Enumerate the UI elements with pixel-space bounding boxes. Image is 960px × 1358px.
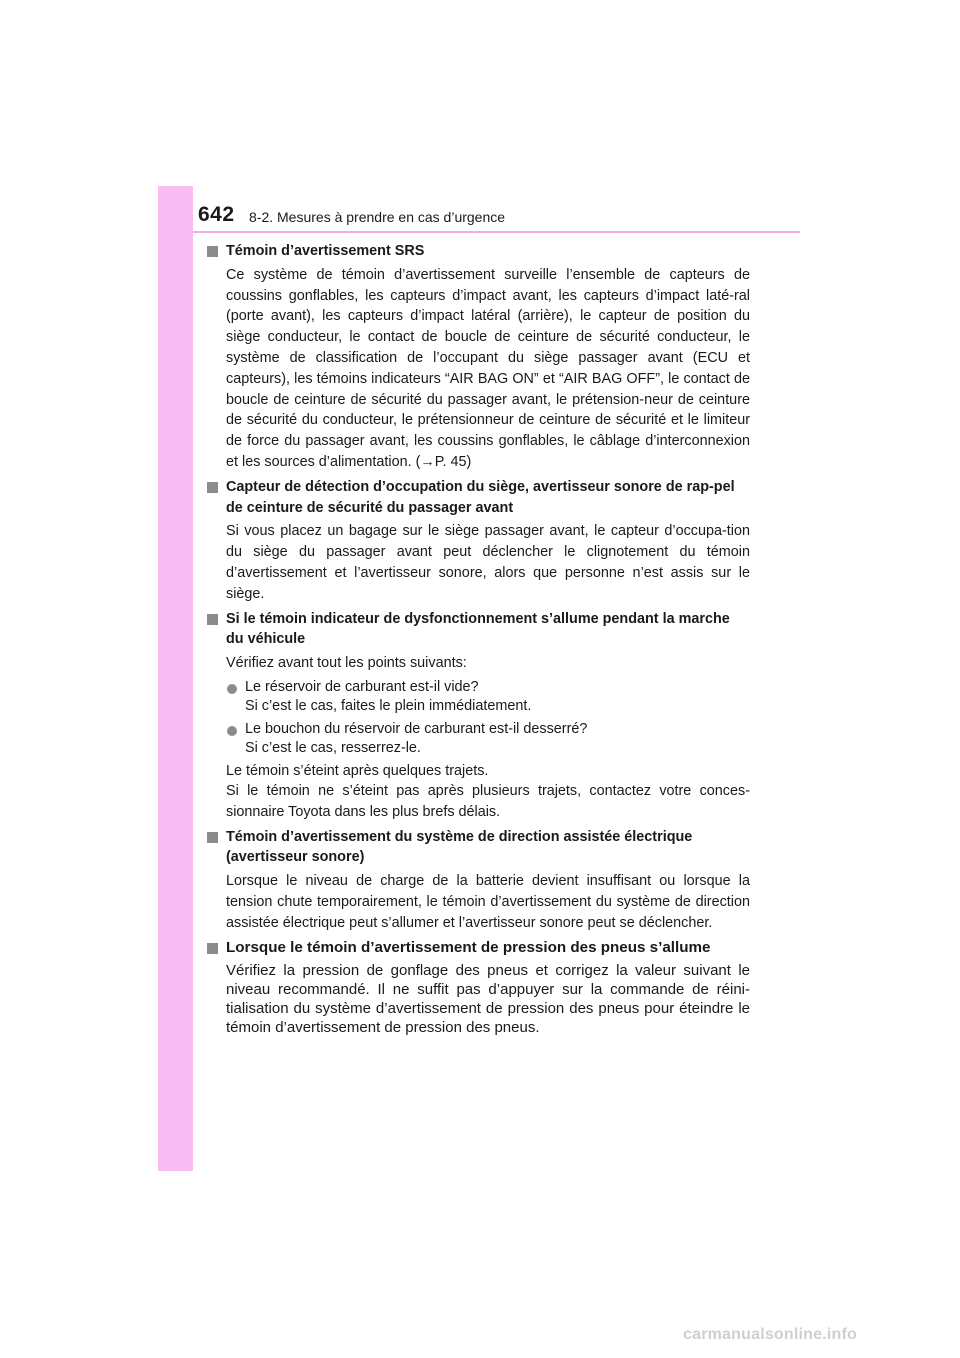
square-bullet-icon xyxy=(207,482,218,493)
section-heading: Si le témoin indicateur de dysfonctionnement s’allume pendant la marche du véhicule xyxy=(207,609,750,651)
section-heading: Lorsque le témoin d’avertissement de pression des pneus s’allume xyxy=(207,938,750,959)
section-tire-pressure xyxy=(207,938,750,1038)
round-bullet-icon xyxy=(227,726,237,736)
section-heading: Témoin d’avertissement du système de direction assistée électrique (avertisseur sonore) xyxy=(207,827,750,869)
list-item: Le bouchon du réservoir de carburant est-il desserré? Si c’est le cas, resserrez-le. xyxy=(207,720,750,758)
section-body: Vérifiez avant tout les points suivants: xyxy=(226,655,467,672)
section-heading: Témoin d’avertissement SRS xyxy=(207,241,750,262)
section-body: Vérifiez la pression de gonflage des pneus et corrigez la valeur suivant le niveau recommandé. Il ne suffit pas d’appuyer sur la commande de réini-tialisation du système d’avertissement de pression des pneus pour éteindre le témoin d’avertissement de pression des pneus. xyxy=(226,962,750,1037)
header-rule xyxy=(193,231,800,233)
square-bullet-icon xyxy=(207,246,218,257)
footer-watermark: carmanualsonline.info xyxy=(683,1326,858,1343)
section-occupant-sensor xyxy=(207,477,750,605)
list-item: Le réservoir de carburant est-il vide? Si c’est le cas, faites le plein immédiatement. xyxy=(207,678,750,716)
section-body: Lorsque le niveau de charge de la batterie devient insuffisant ou lorsque la tension chute temporairement, le témoin d’avertissement du système de direction assistée électrique peut s’allumer et l’avertisseur sonore peut se déclencher. xyxy=(226,873,750,931)
section-body: Si vous placez un bagage sur le siège passager avant, le capteur d’occupa-tion du siège du passager avant peut déclencher le clignotement du témoin d’avertissement et l’avertisseur sonore, alors que personne n’est assis sur le siège. xyxy=(226,523,750,602)
round-bullet-icon xyxy=(227,684,237,694)
page-number: 642 xyxy=(198,203,235,226)
square-bullet-icon xyxy=(207,614,218,625)
section-srs-warning xyxy=(207,241,750,473)
section-power-steering xyxy=(207,827,750,934)
section-body: Ce système de témoin d’avertissement surveille l’ensemble de capteurs de coussins gonflables, les capteurs d’impact avant, les capteurs d’impact laté-ral (porte avant), les capteurs d’impact latéral (arrière), le capteur de position du siège conducteur, le contact de boucle de ceinture de sécurité conducteur, le système de classification de l’occupant du siège passager avant (ECU et capteurs), les témoins indicateurs “AIR BAG ON” et “AIR BAG OFF”, le contact de boucle de ceinture de sécurité du passager avant, le prétension-neur de ceinture de sécurité du conducteur, le prétensionneur de ceinture de sécurité et le limiteur de force du passager avant, les coussins gonflables, le câblage d’interconnexion et les sources d’alimentation. (→P. 45) xyxy=(226,266,750,470)
section-heading: Capteur de détection d’occupation du siège, avertisseur sonore de rap-pel de ceinture de sécurité du passager avant xyxy=(207,477,750,519)
section-body: Le témoin s’éteint après quelques trajets. Si le témoin ne s’éteint pas après plusieurs trajets, contactez votre conces-sionnaire Toyota dans les plus brefs délais. xyxy=(226,762,750,820)
chapter-side-tab xyxy=(158,186,193,1171)
running-title: 8-2. Mesures à prendre en cas d’urgence xyxy=(249,209,506,225)
square-bullet-icon xyxy=(207,943,218,954)
square-bullet-icon xyxy=(207,832,218,843)
page-content xyxy=(207,241,750,1041)
section-malfunction-indicator xyxy=(207,609,750,823)
